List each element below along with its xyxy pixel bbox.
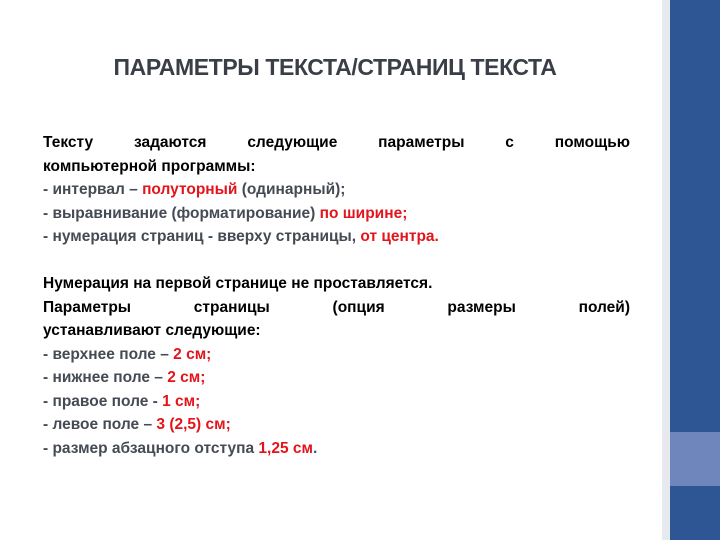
alignment-label: - выравнивание (форматирование) [43, 204, 320, 222]
indent-item [43, 437, 630, 461]
interval-label: - интервал – [43, 181, 143, 198]
paragraph-gap [43, 249, 630, 273]
page-params-line-2: устанавливают следующие: [43, 322, 261, 339]
alignment-item [43, 202, 630, 226]
sidebar-accent-block [670, 432, 720, 486]
slide-body [43, 131, 630, 460]
bottom-margin-value: 2 см; [167, 369, 206, 386]
right-margin-label: - правое поле - [43, 392, 163, 410]
page-params-line-1: Параметры страницы (опция размеры полей) [43, 298, 630, 316]
interval-item [43, 178, 630, 202]
slide-title: ПАРАМЕТРЫ ТЕКСТА/СТРАНИЦ ТЕКСТА [113, 54, 557, 80]
numbering-value: от центра. [360, 228, 439, 245]
left-margin-label: - левое поле – [43, 416, 157, 433]
sidebar-divider [662, 0, 670, 540]
right-margin-item [43, 390, 630, 414]
numbering-item [43, 225, 630, 249]
right-margin-value: 1 см; [162, 392, 201, 410]
bottom-margin-item [43, 366, 630, 390]
left-margin-item [43, 413, 630, 437]
intro-line-1: Тексту задаются следующие параметры с помощью [43, 134, 630, 151]
bottom-margin-label: - нижнее поле – [43, 369, 168, 386]
top-margin-value: 2 см; [173, 345, 212, 363]
alignment-value: по ширине; [319, 204, 408, 222]
indent-value: 1,25 см [258, 439, 313, 457]
interval-note: (одинарный); [237, 181, 346, 198]
indent-end-mark: . [312, 439, 318, 457]
top-margin-label: - верхнее поле – [43, 345, 174, 363]
intro-line-2: компьютерной программы: [43, 157, 256, 175]
interval-value: полуторный [142, 181, 238, 198]
first-page-note: Нумерация на первой странице не проставляется. [43, 275, 433, 292]
indent-label: - размер абзацного отступа [43, 439, 259, 457]
left-margin-value: 3 (2,5) см; [156, 416, 231, 433]
numbering-label: - нумерация страниц - вверху страницы, [43, 228, 361, 245]
top-margin-item [43, 343, 630, 367]
